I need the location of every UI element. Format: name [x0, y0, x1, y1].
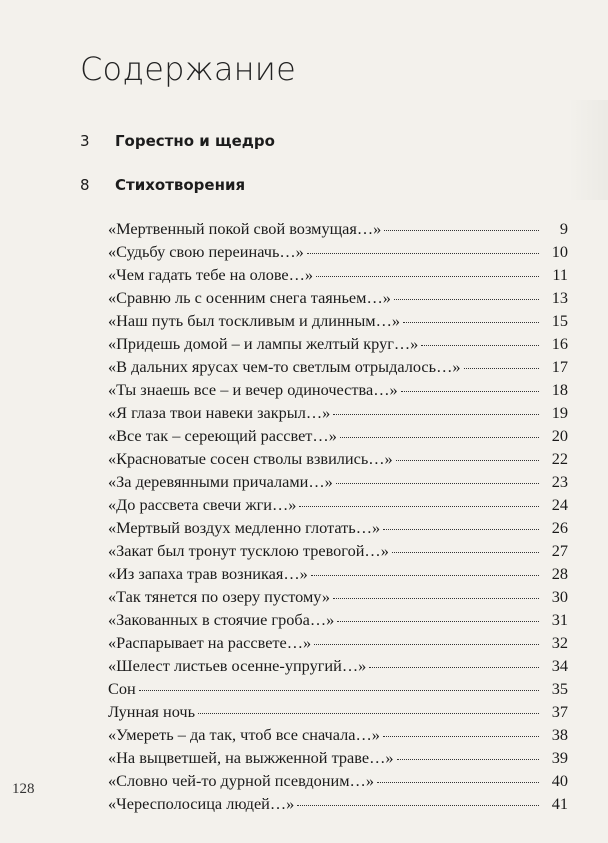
section-heading — [80, 132, 275, 150]
toc-entry-title: «Чем гадать тебе на олове…» — [108, 265, 314, 284]
toc-entry-title: «Так тянется по озеру пустому» — [108, 587, 330, 606]
facing-page-shadow — [568, 100, 608, 200]
toc-entry-page: 34 — [551, 656, 568, 675]
toc-entry — [108, 219, 568, 242]
toc-entry-title: Сон — [108, 679, 136, 698]
toc-entry — [108, 472, 568, 495]
toc-entry-page: 26 — [551, 518, 568, 537]
dot-leader — [333, 598, 539, 599]
dot-leader — [384, 230, 539, 231]
toc-entry-title: «За деревянными причалами…» — [108, 472, 333, 491]
section-heading — [80, 176, 245, 194]
toc-entry-title: «Судьбу свою переиначь…» — [108, 242, 304, 261]
toc-entry — [108, 656, 568, 679]
toc-entry-title: «До рассвета свечи жги…» — [108, 495, 297, 514]
toc-entry-title: «Из запаха трав возникая…» — [108, 564, 308, 583]
toc-entry-page: 37 — [551, 702, 568, 721]
toc-entry — [108, 242, 568, 265]
toc-entry-page: 32 — [551, 633, 568, 652]
toc-entry — [108, 794, 568, 817]
toc-entry-title: «Словно чей-то дурной псевдоним…» — [108, 771, 374, 790]
toc-entry-page: 15 — [551, 311, 568, 330]
toc-entry-page: 13 — [551, 288, 568, 307]
toc-entry-title: «Мертвый воздух медленно глотать…» — [108, 518, 381, 537]
toc-entry-page: 20 — [551, 426, 568, 445]
toc-entry-title: «Я глаза твои навеки закрыл…» — [108, 403, 331, 422]
toc-entry-title: «Чересполосица людей…» — [108, 794, 295, 813]
toc-entry — [108, 587, 568, 610]
section-page-number: 8 — [80, 176, 90, 194]
toc-entry — [108, 748, 568, 771]
dot-leader — [369, 667, 539, 668]
toc-entry-title: «Мертвенный покой свой возмущая…» — [108, 219, 382, 238]
dot-leader — [314, 644, 539, 645]
toc-entry — [108, 725, 568, 748]
toc-entry — [108, 426, 568, 449]
toc-entry-title: «Закованных в стоячие гроба…» — [108, 610, 335, 629]
dot-leader — [394, 299, 539, 300]
toc-entry-title: «На выцветшей, на выжженной траве…» — [108, 748, 394, 767]
toc-entry — [108, 495, 568, 518]
toc-entry-title: «Шелест листьев осенне-упругий…» — [108, 656, 367, 675]
dot-leader — [311, 575, 539, 576]
toc-entry-title: «Ты знаешь все – и вечер одиночества…» — [108, 380, 398, 399]
toc-entry-page: 41 — [551, 794, 568, 813]
dot-leader — [336, 483, 539, 484]
toc-entry-page: 30 — [551, 587, 568, 606]
toc-entry — [108, 702, 568, 725]
toc-entry-page: 16 — [551, 334, 568, 353]
toc-entry — [108, 449, 568, 472]
toc-entry-page: 22 — [551, 449, 568, 468]
dot-leader — [464, 368, 540, 369]
toc-entry — [108, 633, 568, 656]
dot-leader — [337, 621, 539, 622]
toc-entry-title: «В дальних ярусах чем-то светлым отрыдалось…» — [108, 357, 461, 376]
toc-entry-title: «Распарывает на рассвете…» — [108, 633, 312, 652]
toc-entry — [108, 679, 568, 702]
toc-entry-page: 9 — [559, 219, 568, 238]
toc-entry-page: 11 — [552, 265, 568, 284]
toc-entry-title: «Все так – сереющий рассвет…» — [108, 426, 337, 445]
toc-entry-page: 38 — [551, 725, 568, 744]
toc-entry-title: Лунная ночь — [108, 702, 196, 721]
toc-entry — [108, 288, 568, 311]
toc-entry-page: 24 — [551, 495, 568, 514]
dot-leader — [392, 552, 539, 553]
toc-entry-page: 27 — [551, 541, 568, 560]
toc-entry — [108, 334, 568, 357]
dot-leader — [316, 276, 539, 277]
dot-leader — [377, 782, 539, 783]
toc-entry — [108, 357, 568, 380]
dot-leader — [396, 460, 539, 461]
toc-entry-title: «Умереть – да так, чтоб все сначала…» — [108, 725, 380, 744]
toc-entry-page: 28 — [551, 564, 568, 583]
toc-entry-page: 19 — [551, 403, 568, 422]
toc-entry-page: 10 — [551, 242, 568, 261]
page-number: 128 — [12, 781, 35, 797]
dot-leader — [299, 506, 539, 507]
toc-entry — [108, 403, 568, 426]
section-page-number: 3 — [80, 132, 90, 150]
dot-leader — [421, 345, 539, 346]
toc-entry-title: «Красноватые сосен стволы взвились…» — [108, 449, 393, 468]
toc-entry-page: 18 — [551, 380, 568, 399]
toc-entry — [108, 564, 568, 587]
dot-leader — [383, 736, 539, 737]
dot-leader — [383, 529, 539, 530]
toc-entry — [108, 541, 568, 564]
toc-entry — [108, 265, 568, 288]
toc-entry-title: «Сравню ль с осенним снега таяньем…» — [108, 288, 391, 307]
dot-leader — [297, 805, 539, 806]
dot-leader — [401, 391, 539, 392]
toc-entry — [108, 311, 568, 334]
toc-entry — [108, 771, 568, 794]
toc-list — [108, 219, 568, 817]
toc-entry-title: «Придешь домой – и лампы желтый круг…» — [108, 334, 419, 353]
toc-entry-page: 39 — [551, 748, 568, 767]
section-title: Горестно и щедро — [115, 132, 275, 150]
toc-entry-page: 23 — [551, 472, 568, 491]
dot-leader — [307, 253, 539, 254]
toc-entry — [108, 380, 568, 403]
toc-entry-title: «Наш путь был тоскливым и длинным…» — [108, 311, 401, 330]
toc-entry-page: 35 — [551, 679, 568, 698]
section-title: Стихотворения — [115, 176, 246, 194]
dot-leader — [397, 759, 539, 760]
dot-leader — [333, 414, 539, 415]
dot-leader — [139, 690, 539, 691]
dot-leader — [403, 322, 539, 323]
toc-entry — [108, 518, 568, 541]
dot-leader — [198, 713, 539, 714]
page-title: Содержание — [80, 50, 296, 88]
dot-leader — [340, 437, 539, 438]
toc-entry-page: 40 — [551, 771, 568, 790]
toc-entry-page: 31 — [551, 610, 568, 629]
toc-entry — [108, 610, 568, 633]
toc-entry-page: 17 — [551, 357, 568, 376]
toc-entry-title: «Закат был тронут тусклою тревогой…» — [108, 541, 389, 560]
